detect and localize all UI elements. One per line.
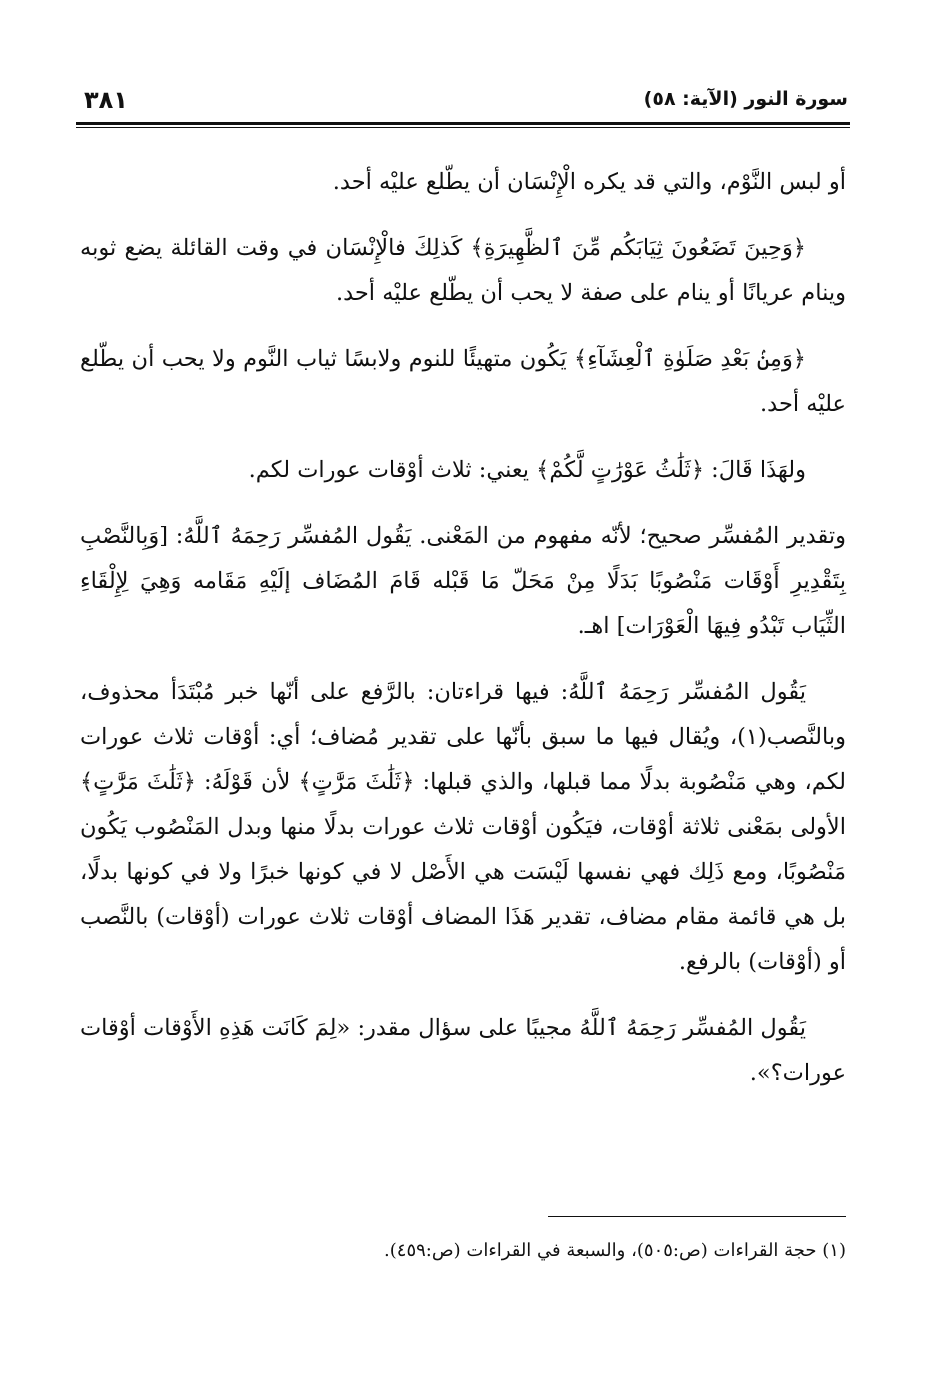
header-rule — [76, 122, 850, 125]
paragraph: ﴿وَحِينَ تَضَعُونَ ثِيَابَكُم مِّنَ ٱلظَّهِيرَةِ﴾ كَذلِكَ فالْإِنْسَان في وقت القائلة يضع ثوبه وينام عريانًا أو ينام على صفة لا يحب أن يطّلع عليْه أحد. — [80, 235, 846, 306]
paragraph: ولهَذَا قَالَ: ﴿ثَلَٰثُ عَوْرَٰتٍ لَّكُمْ﴾ يعني: ثلاث أوْقات عورات لكم. — [248, 457, 806, 483]
paragraph: أو لبس النَّوْم، والتي قد يكره الْإِنْسَان أن يطّلع عليْه أحد. — [332, 169, 846, 195]
page-header — [78, 88, 848, 122]
page-body — [80, 160, 846, 1117]
header-rule-thin — [76, 127, 850, 128]
paragraph: يَقُول المُفسِّر رَحِمَهُ ٱللَّهُ مجيبًا على سؤال مقدر: «لِمَ كَانَت هَذِهِ الأَوْقات أوْقات عورات؟». — [80, 1015, 846, 1086]
paragraph: ﴿وَمِنۢ بَعْدِ صَلَوٰةِ ٱلْعِشَآءِ﴾ يَكُون متهيئًا للنوم ولابسًا ثياب النَّوم ولا يحب أن يطّلع عليْه أحد. — [80, 346, 846, 417]
footnote: (١) حجة القراءات (ص:٥٠٥)، والسبعة في القراءات (ص:٤٥٩). — [384, 1240, 846, 1261]
paragraph: يَقُول المُفسِّر رَحِمَهُ ٱللَّهُ: فيها قراءتان: بالرَّفع على أنّها خبر مُبْتَدَأ محذوف، وبالنَّصب(١)، ويُقال فيها ما سبق بأنّها على تقدير مُضاف؛ أي: أوْقات ثلاث عورات لكم، وهي مَنْصُوبة بدلًا مما قبلها، والذي قبلها: ﴿ثَلَٰثَ مَرَّٰتٍ﴾ لأن قَوْلَهُ: ﴿ثَلَٰثَ مَرَّٰتٍ﴾ الأولى بمَعْنى ثلاثة أوْقات، فيَكُون أوْقات ثلاث عورات بدلًا منها وبدل المَنْصُوب يَكُون مَنْصُوبًا، ومع ذَلِك فهي نفسها لَيْسَت هي الأَصْل لا في كونها خبرًا ولا في كونها بدلًا، بل هي قائمة مقام مضاف، تقدير هَذَا المضاف أوْقات ثلاث عورات (أوْقات) بالنَّصب أو (أوْقات) بالرفع. — [80, 679, 846, 975]
footnote-rule — [548, 1216, 846, 1217]
paragraph: وتقدير المُفسِّر صحيح؛ لأنّه مفهوم من المَعْنى. يَقُول المُفسِّر رَحِمَهُ ٱللَّهُ: [وَبِالنَّصْبِ بِتَقْدِيرِ أَوْقَات مَنْصُوبًا بَدَلًا مِنْ مَحَلّ مَا قَبْله قَامَ المُضَاف إلَيْهِ مَقَامه وَهِيَ لِإِلْقَاءِ الثِّيَاب تَبْدُو فِيهَا الْعَوْرَات] اهـ. — [80, 523, 846, 639]
surah-title: سورة النور (الآية: ٥٨) — [643, 88, 848, 110]
page-number: ٣٨١ — [84, 86, 128, 114]
